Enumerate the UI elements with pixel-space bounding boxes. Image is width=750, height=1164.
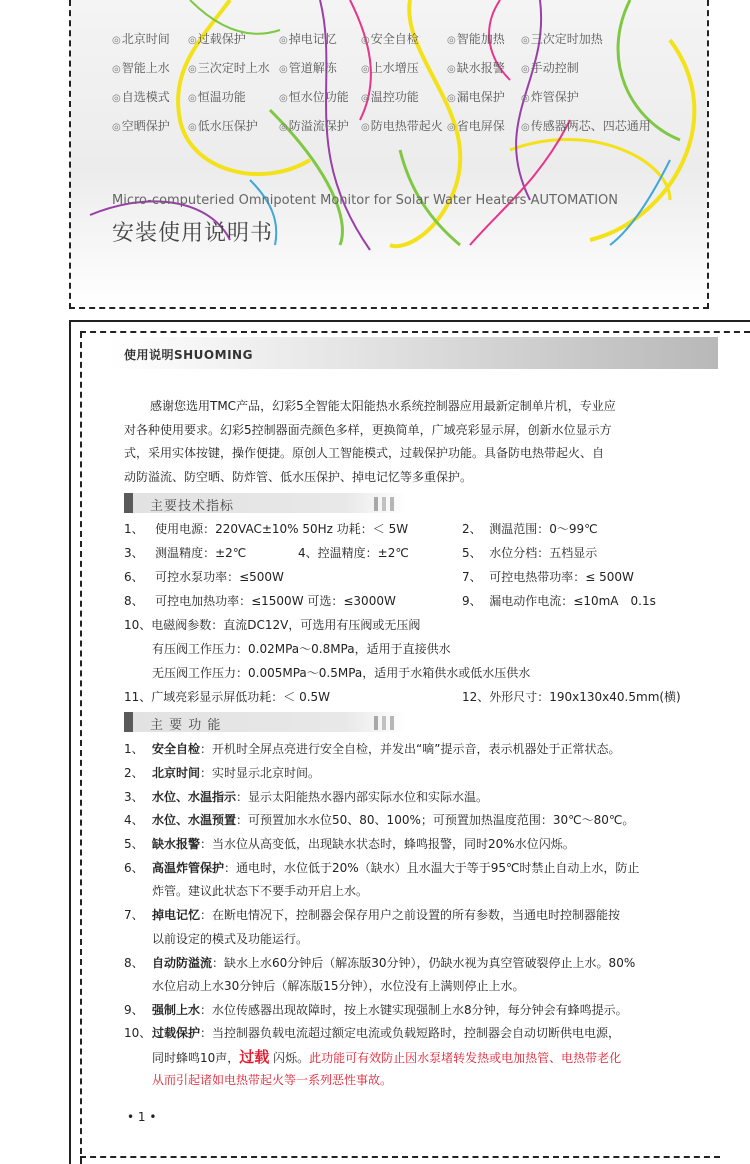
specs-heading: [124, 493, 406, 513]
feature-item: ◎三次定时加热: [521, 32, 603, 46]
function-item: 高温炸管保护：通电时，水位低于20%（缺水）且水温大于等于95℃时禁止自动上水，防止: [152, 861, 640, 875]
intro-line: 对各种使用要求。幻彩5控制器面壳颜色多样，更换简单，广域亮彩显示屏，创新水位显示方: [124, 422, 612, 437]
function-item: 水位、水温预置：可预置加水水位50、80、100%；可预置加热温度范围：30℃～80℃。: [152, 813, 635, 827]
feature-item: ◎管道解冻: [279, 61, 337, 75]
feature-item: ◎炸管保护: [521, 90, 579, 104]
spec-item: 9、 漏电动作电流：≤10mA 0.1s: [462, 594, 656, 608]
feature-item: ◎恒水位功能: [279, 90, 349, 104]
cover-border-right: [707, 0, 709, 309]
feature-item: ◎漏电保护: [447, 90, 505, 104]
function-item-continued-warning: 从而引起诸如电热带起火等一系列恶性事故。: [152, 1073, 393, 1087]
function-item: 缺水报警：当水位从高变低，出现缺水状态时，蜂鸣报警，同时20%水位闪烁。: [152, 837, 575, 851]
specs-heading-label: 主要技术指标: [150, 499, 235, 514]
cover-border-bottom: [69, 307, 709, 309]
feature-item: ◎低水压保护: [188, 119, 258, 133]
function-number: 1、: [124, 742, 144, 756]
pixel-decoration: [374, 716, 400, 730]
feature-item: ◎手动控制: [521, 61, 579, 75]
functions-heading-label: 主 要 功 能: [150, 718, 222, 733]
spec-item: 7、 可控电热带功率：≤ 500W: [462, 570, 634, 584]
feature-item: ◎防电热带起火: [361, 119, 443, 133]
intro-paragraph: [124, 395, 689, 489]
feature-item: ◎空晒保护: [112, 119, 170, 133]
function-item: 自动防溢流：缺水上水60分钟后（解冻版30分钟），仍缺水视为真空管破裂停止上水。80%: [152, 956, 636, 970]
page-cutline-top: [80, 331, 750, 333]
feature-item: ◎自选模式: [112, 90, 170, 104]
function-item: 过载保护：当控制器负载电流超过额定电流或负载短路时，控制器会自动切断供电电源，: [152, 1026, 621, 1040]
pixel-decoration: [374, 497, 400, 511]
function-number: 5、: [124, 837, 144, 851]
spec-item-12: 12、外形尺寸：190x130x40.5mm(横): [462, 690, 681, 704]
spec-item-10-detail: 无压阀工作压力：0.005MPa～0.5MPa，适用于水箱供水或低水压供水: [152, 666, 531, 680]
spec-item: 5、 水位分档：五档显示: [462, 546, 598, 560]
feature-item: ◎恒温功能: [188, 90, 246, 104]
function-number: 3、: [124, 790, 144, 804]
feature-item: ◎智能加热: [447, 32, 505, 46]
function-item: 掉电记忆：在断电情况下，控制器会保存用户之前设置的所有参数，当通电时控制器能按: [152, 908, 621, 922]
function-item-continued: 以前设定的模式及功能运行。: [152, 932, 309, 946]
overload-indicator-text: 过载: [239, 1048, 270, 1066]
intro-line: 式，采用实体按键，操作便捷。原创人工智能模式，过载保护功能。具备防电热带起火、自: [124, 446, 605, 460]
intro-line: 感谢您选用TMC产品，幻彩5全智能太阳能热水系统控制器应用最新定制单片机，专业应: [150, 399, 616, 413]
function-item: 水位、水温指示：显示太阳能热水器内部实际水位和实际水温。: [152, 790, 489, 804]
feature-item: ◎缺水报警: [447, 61, 505, 75]
feature-item: ◎传感器两芯、四芯通用: [521, 119, 651, 133]
feature-item: ◎北京时间: [112, 32, 170, 46]
feature-item: ◎防溢流保护: [279, 119, 349, 133]
feature-item: ◎安全自检: [361, 32, 419, 46]
manual-title-chinese: 安装使用说明书: [112, 221, 274, 246]
page-cutline-bottom: [80, 1156, 720, 1158]
function-item: 北京时间：实时显示北京时间。: [152, 766, 321, 780]
feature-item: ◎省电屏保: [447, 119, 505, 133]
function-number: 10、: [124, 1026, 152, 1040]
feature-item: ◎三次定时上水: [188, 61, 270, 75]
page-cutline-left: [80, 332, 82, 1164]
feature-item: ◎智能上水: [112, 61, 170, 75]
feature-item: ◎上水增压: [361, 61, 419, 75]
spec-item-10-detail: 有压阀工作压力：0.02MPa～0.8MPa，适用于直接供水: [152, 642, 451, 656]
feature-list: [112, 30, 712, 146]
spec-item: 1、 使用电源：220VAC±10% 50Hz 功耗：＜ 5W: [124, 522, 409, 536]
feature-row: [112, 59, 712, 88]
function-item-continued: 水位启动上水30分钟后（解冻版15分钟），水位没有上满则停止上水。: [152, 979, 525, 993]
function-item: 安全自检：开机时全屏点亮进行安全自检，并发出“嘀”提示音，表示机器处于正常状态。: [152, 742, 621, 756]
functions-heading: [124, 712, 406, 732]
spec-item: 6、 可控水泵功率：≤500W: [124, 570, 284, 584]
manual-title-english: Micro-computeried Omnipotent Monitor for Solar Water Heaters AUTOMATION: [112, 193, 619, 208]
feature-item: ◎温控功能: [361, 90, 419, 104]
feature-item: ◎过载保护: [188, 32, 246, 46]
feature-row: [112, 117, 712, 146]
function-number: 8、: [124, 956, 144, 970]
section-header-title: 使用说明SHUOMING: [124, 348, 253, 362]
page-frame-top: [69, 320, 750, 322]
function-number: 2、: [124, 766, 144, 780]
cover-border-left: [69, 0, 71, 309]
spec-item-11: 11、广域亮彩显示屏低功耗：＜ 0.5W: [124, 690, 331, 704]
page-number: • 1 •: [127, 1110, 157, 1124]
feature-row: [112, 88, 712, 117]
spec-item: 4、控温精度：±2℃: [298, 546, 409, 560]
intro-line: 动防溢流、防空晒、防炸管、低水压保护、掉电记忆等多重保护。: [124, 469, 473, 484]
function-item: 强制上水：水位传感器出现故障时，按上水键实现强制上水8分钟，每分钟会有蜂鸣提示。: [152, 1003, 628, 1017]
page-frame-left: [69, 321, 71, 1164]
function-number: 6、: [124, 861, 144, 875]
feature-row: [112, 30, 712, 59]
spec-item-10: 10、电磁阀参数：直流DC12V，可选用有压阀或无压阀: [124, 618, 421, 632]
spec-item: 3、 测温精度：±2℃: [124, 546, 247, 560]
function-item-continued: 炸管。建议此状态下不要手动开启上水。: [152, 884, 369, 898]
function-item-continued: 同时蜂鸣10声，过载 闪烁。此功能可有效防止因水泵堵转发热或电加热管、电热带老化: [152, 1048, 622, 1066]
function-number: 7、: [124, 908, 144, 922]
spec-item: 2、 测温范围：0～99℃: [462, 522, 598, 536]
function-number: 4、: [124, 813, 144, 827]
function-number: 9、: [124, 1003, 144, 1017]
spec-item: 8、 可控电加热功率：≤1500W 可选：≤3000W: [124, 594, 396, 608]
feature-item: ◎掉电记忆: [279, 32, 337, 46]
